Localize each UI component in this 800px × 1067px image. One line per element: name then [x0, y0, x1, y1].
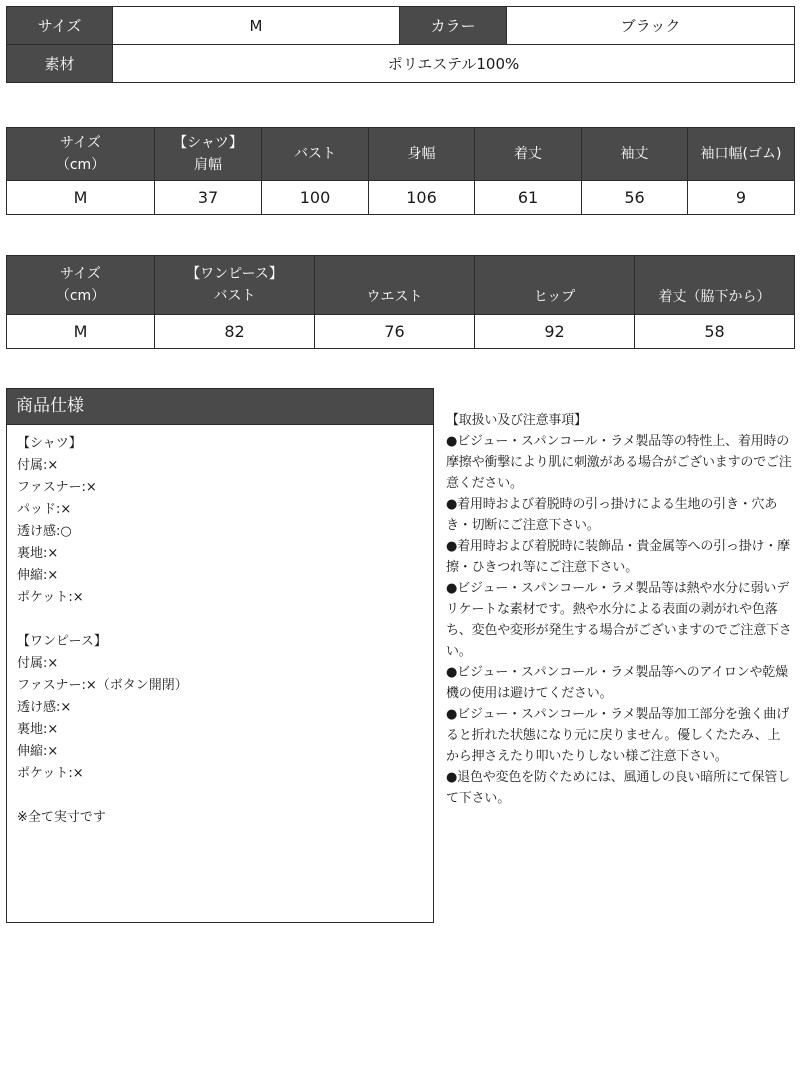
list-item: 透け感:○ [17, 524, 72, 539]
table-cell-size: M [7, 181, 155, 215]
table-row [7, 181, 795, 215]
measurement-note: ※全て実寸です [17, 810, 106, 825]
material-value: ポリエステル100% [113, 45, 795, 83]
table-cell: 9 [688, 181, 795, 215]
column-header: 身幅 [369, 128, 475, 181]
onepiece-heading: 【ワンピース】 [17, 634, 107, 649]
size-header-line1: サイズ [60, 266, 101, 282]
table-header-row [7, 128, 795, 181]
list-item: ポケット:× [17, 590, 84, 605]
table-cell: 56 [582, 181, 688, 215]
column-header: 着丈 [475, 128, 582, 181]
column-header-label: 肩幅 [194, 157, 222, 173]
table-cell: 37 [155, 181, 262, 215]
color-label: カラー [400, 7, 507, 45]
column-header: 着丈（脇下から） [635, 256, 795, 315]
spacer [17, 785, 423, 807]
group-label: 【シャツ】 [173, 135, 243, 151]
table-cell: 82 [155, 315, 315, 349]
column-header: バスト [262, 128, 369, 181]
spec-table [6, 6, 795, 83]
column-header: 袖口幅(ゴム) [688, 128, 795, 181]
spacer [17, 609, 423, 631]
table-row [7, 315, 795, 349]
size-value: M [113, 7, 400, 45]
onepiece-size-table [6, 255, 795, 349]
color-value: ブラック [507, 7, 795, 45]
list-item: 付属:× [17, 458, 59, 473]
list-item: ポケット:× [17, 766, 84, 781]
list-item: ファスナー:×（ボタン開閉） [17, 678, 188, 693]
table-cell: 76 [315, 315, 475, 349]
care-instructions [446, 410, 792, 809]
list-item: 裏地:× [17, 546, 59, 561]
material-label: 素材 [7, 45, 113, 83]
care-item: ●ビジュー・スパンコール・ラメ製品等加工部分を強く曲げると折れた状態になり元に戻りません。優しくたたみ、上から押さえたり叩いたりしない様ご注意下さい。 [446, 707, 790, 764]
care-heading: 【取扱い及び注意事項】 [446, 413, 587, 428]
column-header: ヒップ [475, 256, 635, 315]
spec-row-size-color [7, 7, 795, 45]
list-item: パッド:× [17, 502, 72, 517]
size-header-line2: （cm） [55, 288, 106, 304]
size-header [7, 128, 155, 181]
list-item: 伸縮:× [17, 568, 59, 583]
care-item: ●着用時および着脱時の引っ掛けによる生地の引き・穴あき・切断にご注意下さい。 [446, 497, 778, 533]
shirt-heading: 【シャツ】 [17, 436, 82, 451]
care-item: ●退色や変色を防ぐためには、風通しの良い暗所にて保管して下さい。 [446, 770, 790, 806]
list-item: 透け感:× [17, 700, 72, 715]
table-cell: 58 [635, 315, 795, 349]
column-header [155, 256, 315, 315]
list-item: ファスナー:× [17, 480, 97, 495]
size-header-line2: （cm） [55, 157, 106, 173]
table-cell: 61 [475, 181, 582, 215]
table-header-row [7, 256, 795, 315]
column-header-label: バスト [213, 288, 256, 304]
table-cell: 92 [475, 315, 635, 349]
list-item: 付属:× [17, 656, 59, 671]
table-cell-size: M [7, 315, 155, 349]
product-spec-title: 商品仕様 [7, 389, 433, 425]
column-header [155, 128, 262, 181]
size-header [7, 256, 155, 315]
list-item: 裏地:× [17, 722, 59, 737]
shirt-size-table [6, 127, 795, 215]
table-cell: 106 [369, 181, 475, 215]
column-header: ウエスト [315, 256, 475, 315]
column-header: 袖丈 [582, 128, 688, 181]
care-item: ●ビジュー・スパンコール・ラメ製品等は熱や水分に弱いデリケートな素材です。熱や水分による表面の剥がれや色落ち、変色や変形が発生する場合がございますのでご注意下さい。 [446, 581, 792, 659]
table-cell: 100 [262, 181, 369, 215]
product-spec-box [6, 388, 434, 923]
care-item: ●ビジュー・スパンコール・ラメ製品等の特性上、着用時の摩擦や衝撃により肌に刺激がある場合がございますのでご注意ください。 [446, 434, 792, 491]
list-item: 伸縮:× [17, 744, 59, 759]
spec-row-material [7, 45, 795, 83]
size-header-line1: サイズ [60, 135, 101, 151]
group-label: 【ワンピース】 [186, 266, 283, 282]
care-item: ●着用時および着脱時に装飾品・貴金属等への引っ掛け・摩擦・ひきつれ等にご注意下さい。 [446, 539, 790, 575]
size-label: サイズ [7, 7, 113, 45]
care-item: ●ビジュー・スパンコール・ラメ製品等へのアイロンや乾燥機の使用は避けてください。 [446, 665, 788, 701]
product-spec-body [7, 425, 433, 837]
